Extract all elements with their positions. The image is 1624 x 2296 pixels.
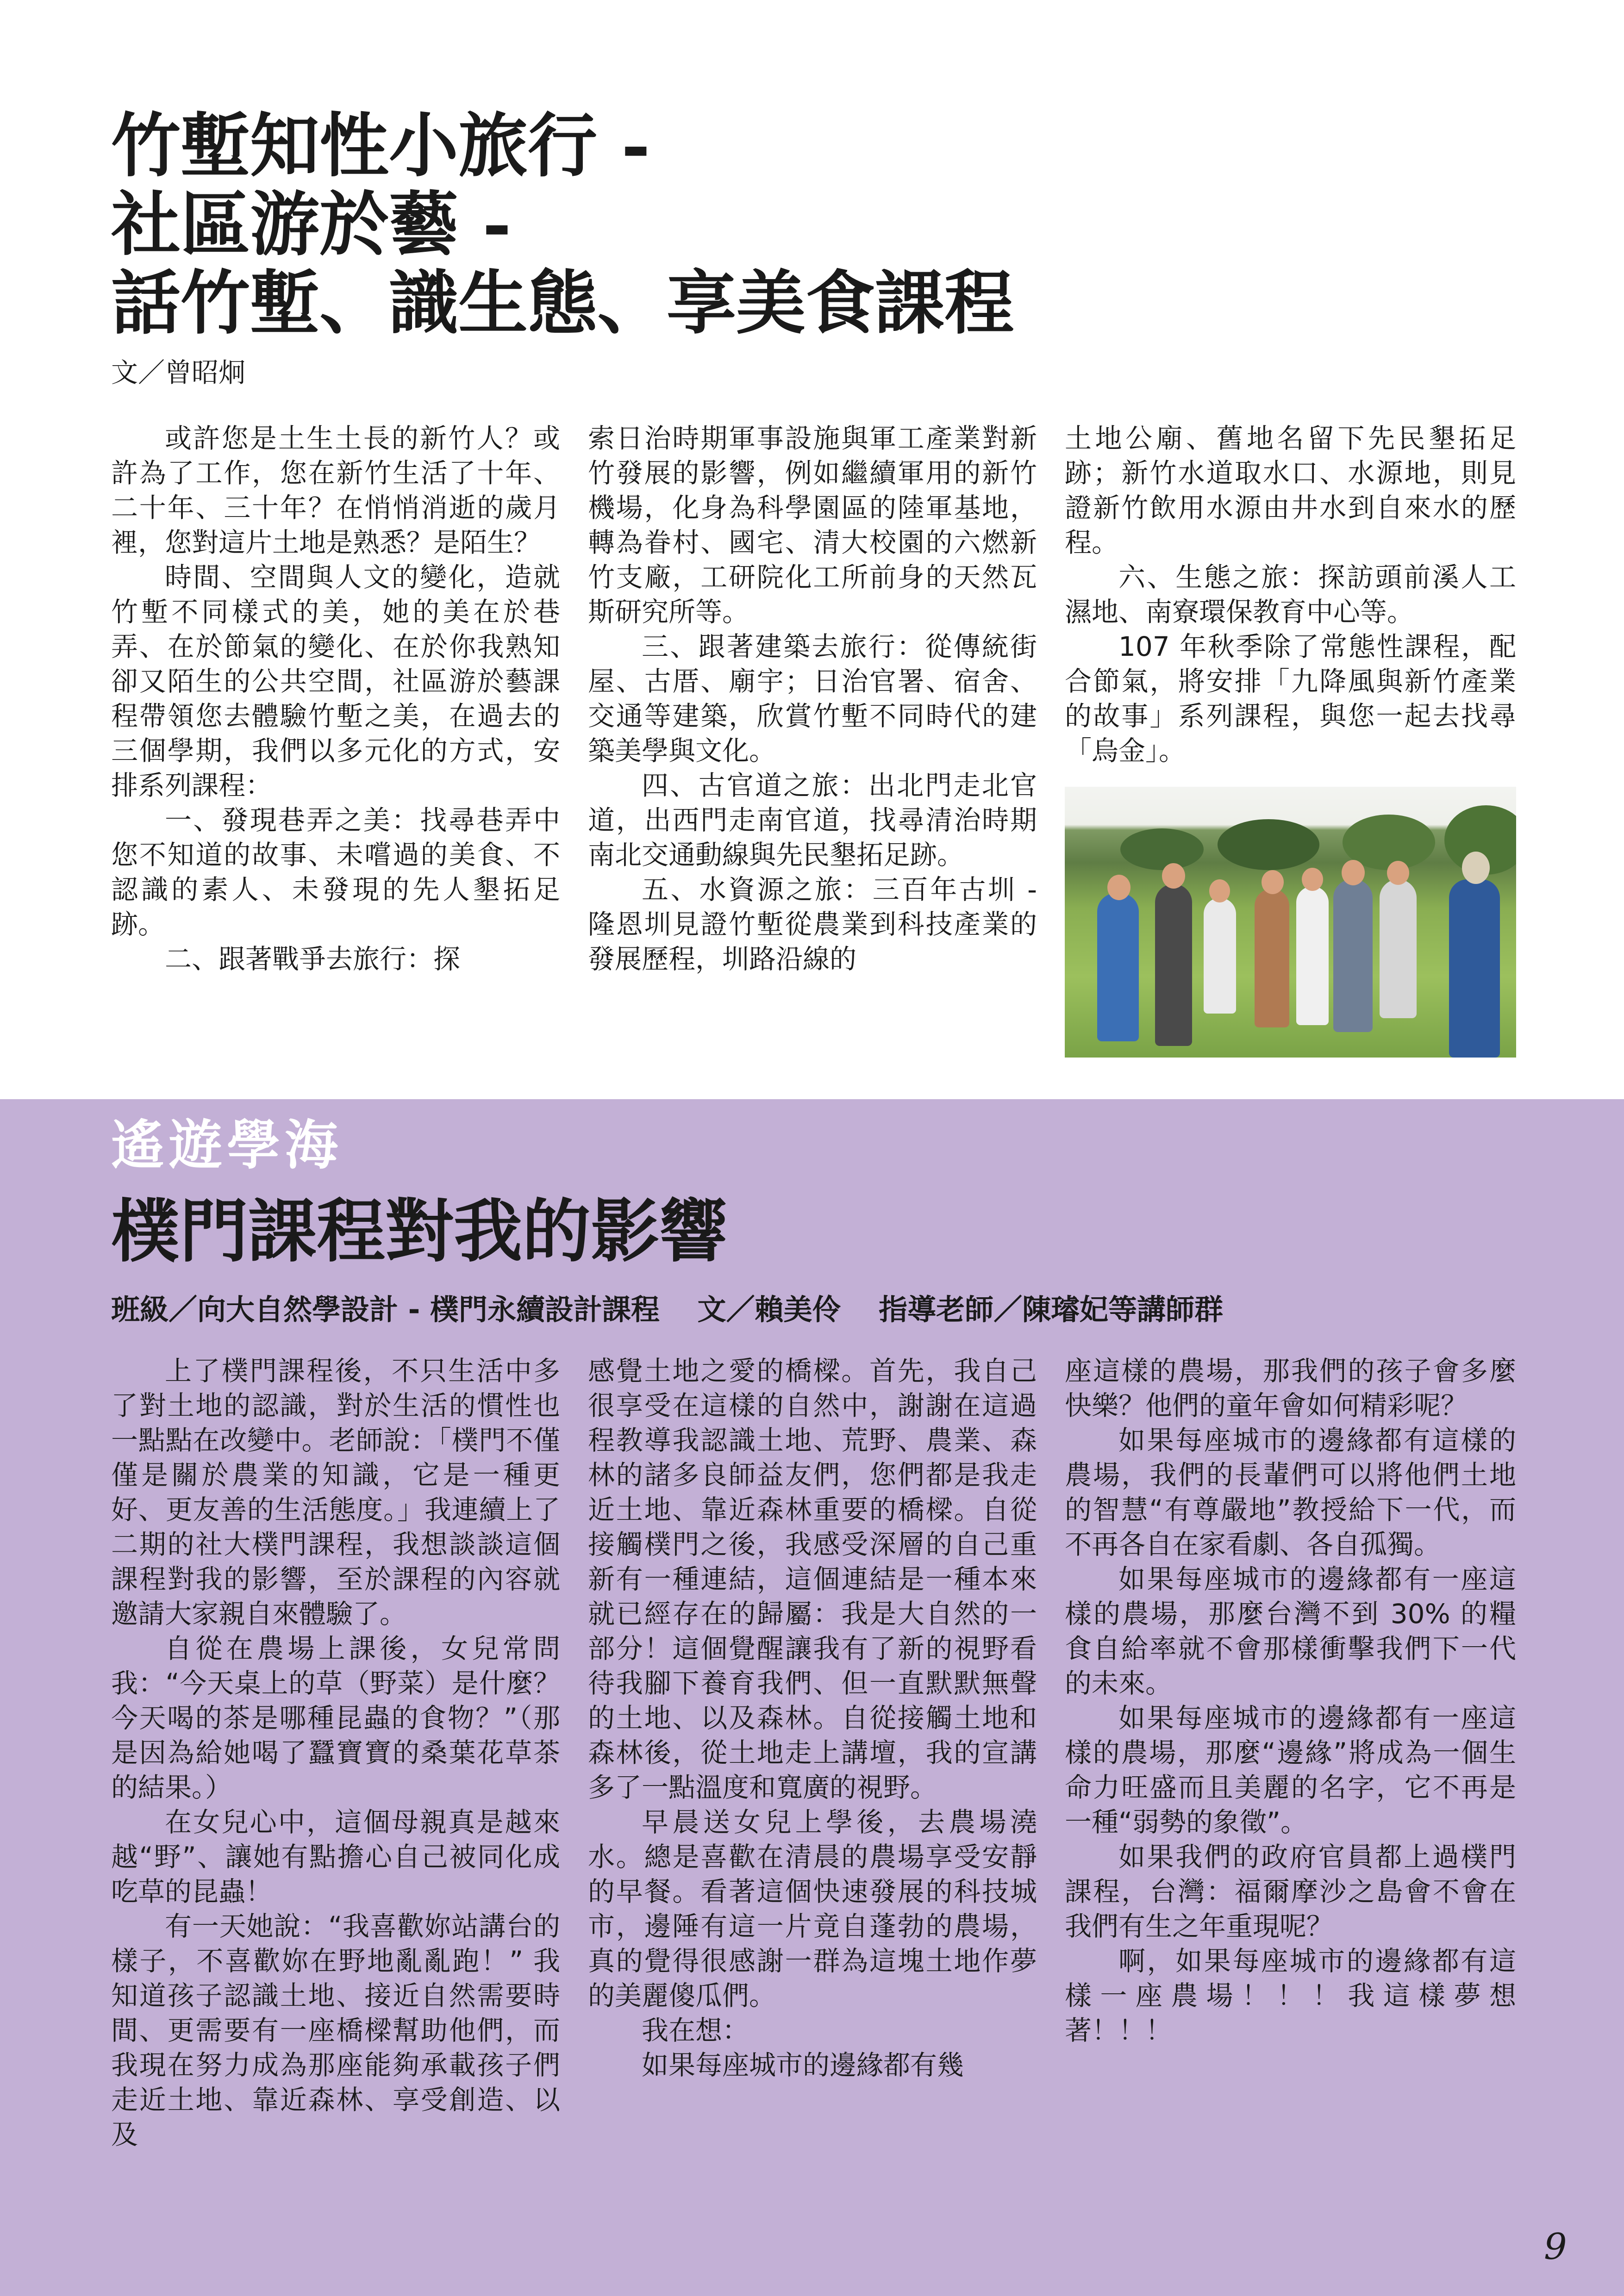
page-number: 9 (1544, 2226, 1567, 2268)
paragraph: 土地公廟、舊地名留下先民墾拓足跡；新竹水道取水口、水源地，則見證新竹飲用水源由井水到自來水的歷程。 (1065, 423, 1516, 558)
article1-column-1 (111, 421, 560, 977)
section-label: 遙遊學海 (111, 1114, 343, 1176)
article-title-line-2: 社區游於藝 - (111, 184, 512, 265)
article-title-line-3: 話竹塹、識生態、享美食課程 (111, 262, 1014, 344)
paragraph: 上了樸門課程後，不只生活中多了對土地的認識，對於生活的慣性也一點點在改變中。老師說：「樸門不僅僅是關於農業的知識，它是一種更好、更友善的生活態度。」我連續上了二期的社大樸門課程，我想談談這個課程對我的影響，至於課程的內容就邀請大家親自來體驗了。 (111, 1355, 560, 1630)
article2-title: 樸門課程對我的影響 (111, 1191, 728, 1271)
paragraph: 啊，如果每座城市的邊緣都有這樣一座農場！！！我這樣夢想著！！！ (1065, 1945, 1516, 2046)
paragraph: 座這樣的農場，那我們的孩子會多麼快樂？他們的童年會如何精彩呢？ (1065, 1355, 1516, 1421)
article-title-line-1: 竹塹知性小旅行 - (111, 105, 650, 187)
paragraph: 在女兒心中，這個母親真是越來越“野”、讓她有點擔心自己被同化成吃草的昆蟲！ (111, 1806, 560, 1907)
article2-column-1 (111, 1354, 560, 2152)
paragraph: 早晨送女兒上學後，去農場澆水。總是喜歡在清晨的農場享受安靜的早餐。看著這個快速發展的科技城市，邊陲有這一片竟自蓬勃的農場，真的覺得很感謝一群為這塊土地作夢的美麗傻瓜們。 (588, 1806, 1037, 2011)
article2-column-3 (1065, 1354, 1516, 2048)
paragraph: 如果每座城市的邊緣都有一座這樣的農場，那麼“邊緣”將成為一個生命力旺盛而且美麗的名字，它不再是一種“弱勢的象徵”。 (1065, 1702, 1516, 1838)
paragraph: 我在想： (642, 2015, 750, 2046)
byline-teacher: 指導老師／陳璿妃等講師群 (879, 1293, 1224, 1326)
paragraph: 三、跟著建築去旅行：從傳統街屋、古厝、廟宇；日治官署、宿舍、交通等建築，欣賞竹塹不同時代的建築美學與文化。 (588, 631, 1037, 766)
paragraph: 107 年秋季除了常態性課程，配合節氣，將安排「九降風與新竹產業的故事」系列課程，與您一起去找尋「烏金」。 (1065, 631, 1516, 766)
paragraph: 如果我們的政府官員都上過樸門課程，台灣：福爾摩沙之島會不會在我們有生之年重現呢？ (1065, 1841, 1516, 1942)
byline-author: 文／賴美伶 (697, 1293, 841, 1326)
group-field-photo (1065, 787, 1516, 1058)
paragraph: 如果每座城市的邊緣都有幾 (642, 2049, 964, 2081)
paragraph: 時間、空間與人文的變化，造就竹塹不同樣式的美，她的美在於巷弄、在於節氣的變化、在於你我熟知卻又陌生的公共空間，社區游於藝課程帶領您去體驗竹塹之美，在過去的三個學期，我們以多元化的方式，安排系列課程： (111, 561, 560, 801)
paragraph: 一、發現巷弄之美：找尋巷弄中您不知道的故事、未嚐過的美食、不認識的素人、未發現的先人墾拓足跡。 (111, 804, 560, 940)
article2-byline (111, 1291, 1251, 1328)
paragraph: 索日治時期軍事設施與軍工產業對新竹發展的影響，例如繼續軍用的新竹機場，化身為科學園區的陸軍基地，轉為眷村、國宅、清大校園的六燃新竹支廠，工研院化工所前身的天然瓦斯研究所等。 (588, 423, 1037, 628)
paragraph: 或許您是土生土長的新竹人？或許為了工作，您在新竹生活了十年、二十年、三十年？在悄悄消逝的歲月裡，您對這片土地是熟悉？是陌生？ (111, 423, 560, 558)
paragraph: 有一天她說：“我喜歡妳站講台的樣子，不喜歡妳在野地亂亂跑！” 我知道孩子認識土地、接近自然需要時間、更需要有一座橋樑幫助他們，而我現在努力成為那座能夠承載孩子們走近土地、靠近森林、享受創造、以及 (111, 1910, 560, 2150)
paragraph: 五、水資源之旅：三百年古圳 - 隆恩圳見證竹塹從農業到科技產業的發展歷程，圳路沿線的 (588, 874, 1037, 975)
paragraph: 二、跟著戰爭去旅行：探 (165, 943, 461, 975)
article2-column-2 (588, 1354, 1037, 2083)
paragraph: 六、生態之旅：探訪頭前溪人工濕地、南寮環保教育中心等。 (1065, 561, 1516, 628)
article1-column-2 (588, 421, 1037, 977)
paragraph: 如果每座城市的邊緣都有這樣的農場，我們的長輩們可以將他們土地的智慧“有尊嚴地”教授給下一代，而不再各自在家看劇、各自孤獨。 (1065, 1425, 1516, 1560)
paragraph: 如果每座城市的邊緣都有一座這樣的農場，那麼台灣不到 30% 的糧食自給率就不會那樣衝擊我們下一代的未來。 (1065, 1563, 1516, 1699)
article-byline: 文／曾昭炯 (111, 357, 246, 388)
article1-column-3 (1065, 421, 1516, 768)
paragraph: 感覺土地之愛的橋樑。首先，我自己很享受在這樣的自然中，謝謝在這過程教導我認識土地、荒野、農業、森林的諸多良師益友們，您們都是我走近土地、靠近森林重要的橋樑。自從接觸樸門之後，我感受深層的自己重新有一種連結，這個連結是一種本來就已經存在的歸屬：我是大自然的一部分！這個覺醒讓我有了新的視野看待我腳下養育我們、但一直默默無聲的土地、以及森林。自從接觸土地和森林後，從土地走上講壇，我的宣講多了一點溫度和寬廣的視野。 (588, 1355, 1037, 1803)
byline-class: 班級／向大自然學設計 - 樸門永續設計課程 (111, 1293, 660, 1326)
paragraph: 自從在農場上課後，女兒常問我：“今天桌上的草（野菜）是什麼？ 今天喝的茶是哪種昆蟲的食物？”（那是因為給她喝了蠶寶寶的桑葉花草茶的結果。） (111, 1633, 560, 1803)
paragraph: 四、古官道之旅：出北門走北官道，出西門走南官道，找尋清治時期南北交通動線與先民墾拓足跡。 (588, 770, 1037, 871)
